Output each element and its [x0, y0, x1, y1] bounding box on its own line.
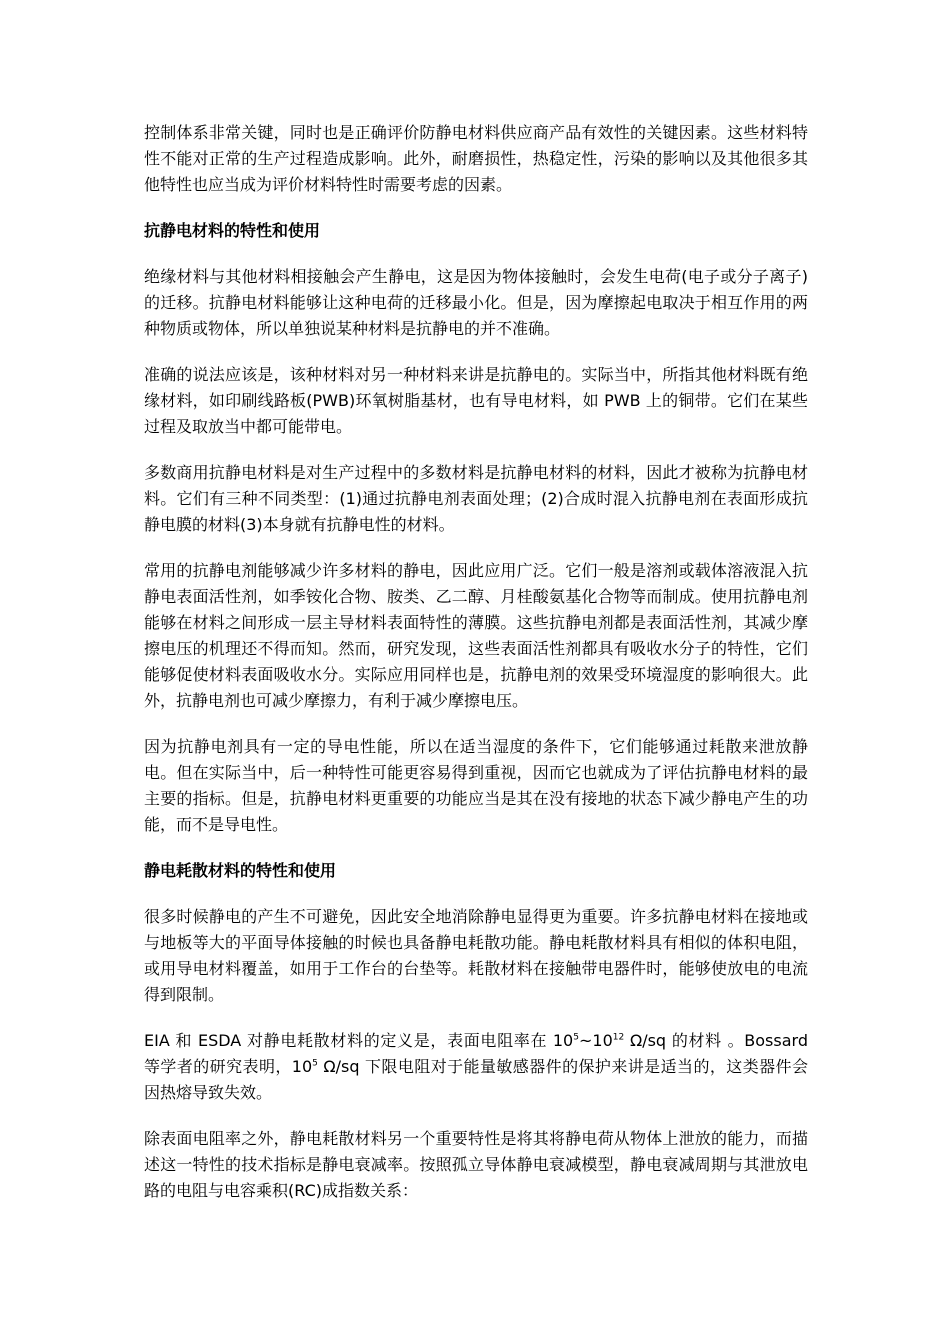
dissipative-paragraph-2-text-b: ~10: [578, 1031, 613, 1050]
exponent-5: 5: [573, 1032, 579, 1043]
exponent-12: 12: [612, 1032, 625, 1043]
antistatic-paragraph-4: 常用的抗静电剂能够减少许多材料的静电，因此应用广泛。它们一般是溶剂或载体溶液混入抗静电表面活性剂，如季铵化合物、胺类、乙二醇、月桂酸氨基化合物等而制成。使用抗静电剂能够在材料之间形成一层主导材料表面特性的薄膜。这些抗静电剂都是表面活性剂，其减少摩擦电压的机理还不得而知。然而，研究发现，这些表面活性剂都具有吸收水分子的特性，它们能够促使材料表面吸收水分。实际应用同样也是，抗静电剂的效果受环境湿度的影响很大。此外，抗静电剂也可减少摩擦力，有利于减少摩擦电压。: [144, 561, 808, 710]
document-page: [144, 120, 808, 1224]
dissipative-paragraph-2: [144, 1028, 808, 1106]
antistatic-heading: 抗静电材料的特性和使用: [144, 221, 321, 240]
antistatic-paragraph-2: 准确的说法应该是，该种材料对另一种材料来讲是抗静电的。实际当中，所指其他材料既有绝缘材料，如印刷线路板(PWB)环氧树脂基材，也有导电材料，如 PWB 上的铜带。它们在某些过程及取放当中都可能带电。: [144, 365, 808, 436]
antistatic-paragraph-1: 绝缘材料与其他材料相接触会产生静电，这是因为物体接触时，会发生电荷(电子或分子离子)的迁移。抗静电材料能够让这种电荷的迁移最小化。但是，因为摩擦起电取决于相互作用的两种物质或物体，所以单独说某种材料是抗静电的并不准确。: [144, 267, 808, 338]
dissipative-paragraph-2-text-c: Ω/sq 的材料 。Bossard 等学者的研究表明，10: [144, 1031, 808, 1076]
dissipative-paragraph-2-text-a: EIA 和 ESDA 对静电耗散材料的定义是，表面电阻率在 10: [144, 1031, 574, 1050]
dissipative-paragraph-3: 除表面电阻率之外，静电耗散材料另一个重要特性是将其将静电荷从物体上泄放的能力，而描述这一特性的技术指标是静电衰减率。按照孤立导体静电衰减模型，静电衰减周期与其泄放电路的电阻与电容乘积(RC)成指数关系：: [144, 1129, 808, 1200]
intro-paragraph: 控制体系非常关键，同时也是正确评价防静电材料供应商产品有效性的关键因素。这些材料特性不能对正常的生产过程造成影响。此外，耐磨损性，热稳定性，污染的影响以及其他很多其他特性也应当成为评价材料特性时需要考虑的因素。: [144, 123, 808, 194]
antistatic-paragraph-3: 多数商用抗静电材料是对生产过程中的多数材料是抗静电材料的材料，因此才被称为抗静电材料。它们有三种不同类型：(1)通过抗静电剂表面处理；(2)合成时混入抗静电剂在表面形成抗静电膜的材料(3)本身就有抗静电性的材料。: [144, 463, 808, 534]
dissipative-paragraph-2-text-d: Ω/sq 下限电阻对于能量敏感器件的保护来讲是适当的，这类器件会因热熔导致失效。: [144, 1057, 808, 1102]
dissipative-paragraph-1: 很多时候静电的产生不可避免，因此安全地消除静电显得更为重要。许多抗静电材料在接地或与地板等大的平面导体接触的时候也具备静电耗散功能。静电耗散材料具有相似的体积电阻，或用导电材料覆盖，如用于工作台的台垫等。耗散材料在接触带电器件时，能够使放电的电流得到限制。: [144, 907, 808, 1004]
dissipative-heading: 静电耗散材料的特性和使用: [144, 861, 337, 880]
exponent-5-lower: 5: [312, 1058, 318, 1069]
antistatic-paragraph-5: 因为抗静电剂具有一定的导电性能，所以在适当湿度的条件下，它们能够通过耗散来泄放静电。但在实际当中，后一种特性可能更容易得到重视，因而它也就成为了评估抗静电材料的最主要的指标。但是，抗静电材料更重要的功能应当是其在没有接地的状态下减少静电产生的功能，而不是导电性。: [144, 737, 808, 834]
